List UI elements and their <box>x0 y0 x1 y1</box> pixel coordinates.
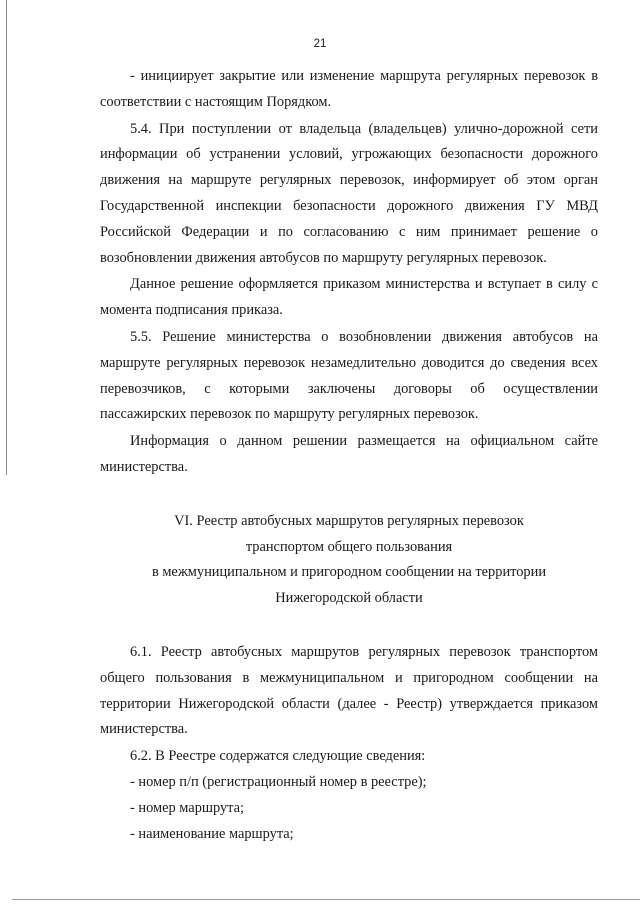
scan-edge-bottom <box>12 899 640 900</box>
paragraph-decision: Данное решение оформляется приказом министерства и вступает в силу с момента подписания приказа. <box>100 276 598 319</box>
list-item: - номер п/п (регистрационный номер в реестре); <box>130 773 427 790</box>
section-title-line: транспортом общего пользования <box>245 538 453 555</box>
section-title-line: в межмуниципальном и пригородном сообщении на территории <box>151 564 547 581</box>
section-title-line: Нижегородской области <box>275 590 423 607</box>
list-item: - наименование маршрута; <box>130 825 294 842</box>
paragraph-6-2: 6.2. В Реестре содержатся следующие сведения: <box>130 748 426 765</box>
document-body <box>100 64 598 847</box>
section-title-line: VI. Реестр автобусных маршрутов регулярных перевозок <box>174 512 524 529</box>
paragraph-continuation: - инициирует закрытие или изменение маршрута регулярных перевозок в соответствии с настоящим Порядком. <box>100 68 598 110</box>
paragraph-6-1: 6.1. Реестр автобусных маршрутов регулярных перевозок транспортом общего пользования в межмуниципальном и пригородном сообщении на территории Нижегородской области (далее - Реестр) утверждается приказом министерства. <box>100 643 598 738</box>
paragraph-5-4: 5.4. При поступлении от владельца (владельцев) улично-дорожной сети информации об устранении условий, угрожающих безопасности дорожного движения на маршруте регулярных перевозок, информирует об этом орган Государственной инспекции безопасности дорожного движения ГУ МВД Российской Федерации и по согласованию с ним принимает решение о возобновлении движения автобусов по маршруту регулярных перевозок. <box>100 120 598 266</box>
scan-edge-left <box>6 0 7 475</box>
paragraph-5-5: 5.5. Решение министерства о возобновлении движения автобусов на маршруте регулярных перевозок незамедлительно доводится до сведения всех перевозчиков, с которыми заключены договоры об осуществлении пассажирских перевозок по маршруту регулярных перевозок. <box>100 328 598 423</box>
list-item: - номер маршрута; <box>130 799 245 816</box>
page-number: 21 <box>313 38 327 50</box>
paragraph-info: Информация о данном решении размещается на официальном сайте министерства. <box>100 433 598 475</box>
section-title <box>100 509 598 612</box>
